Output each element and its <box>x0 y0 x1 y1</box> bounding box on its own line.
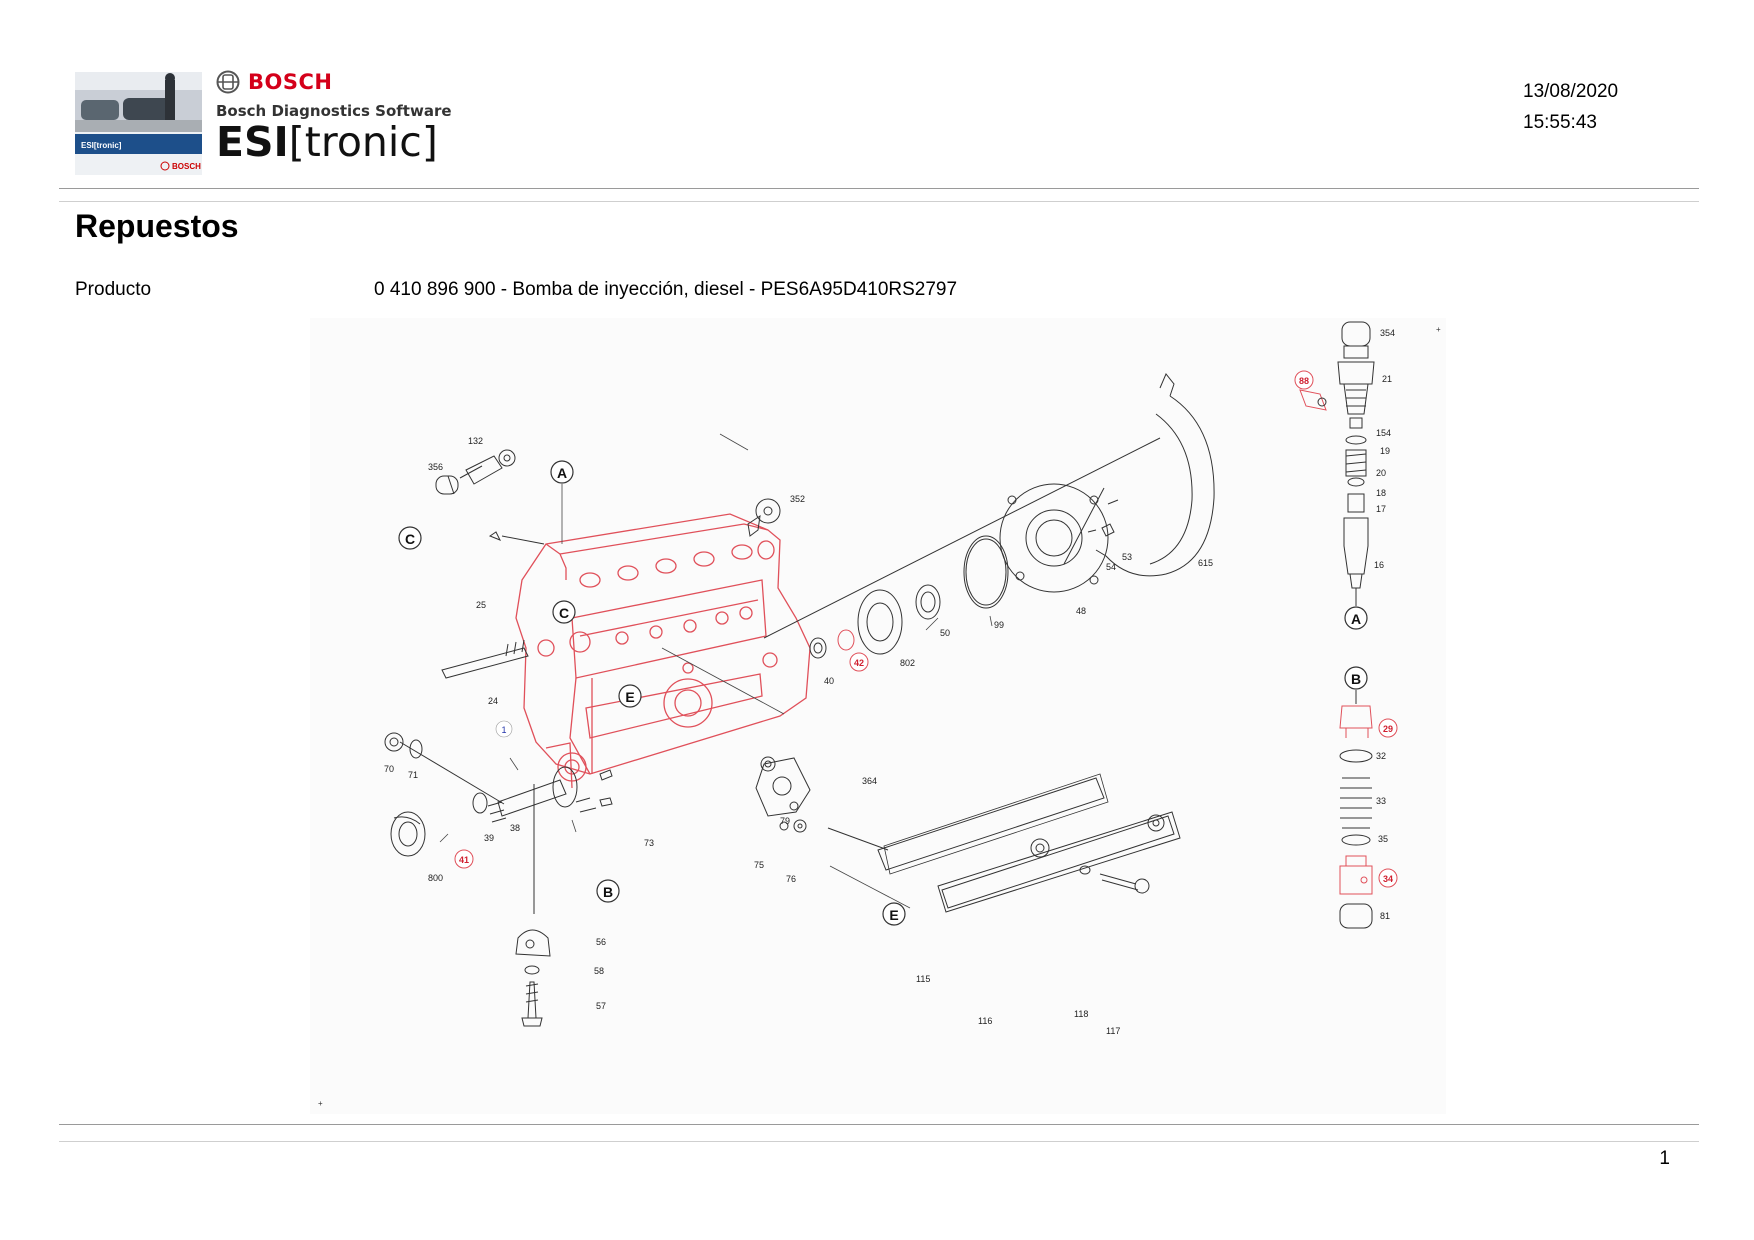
part-label-802: 802 <box>900 658 916 668</box>
cover-plates <box>828 774 1180 912</box>
part-label-39: 39 <box>484 833 495 843</box>
callout-A-right <box>1345 607 1367 629</box>
print-time: 15:55:43 <box>1523 112 1597 133</box>
part-labels <box>384 328 1395 1036</box>
part-label-79: 79 <box>780 816 791 826</box>
part-label-71: 71 <box>408 770 419 780</box>
highlight-label-42[interactable] <box>850 653 868 671</box>
part-label-81: 81 <box>1380 911 1391 921</box>
highlight-label-88[interactable] <box>1295 371 1313 389</box>
delivery-valve-parts <box>1300 322 1374 606</box>
svg-text:C: C <box>404 531 416 547</box>
part-label-21: 21 <box>1382 374 1393 384</box>
svg-text:C: C <box>558 605 570 621</box>
callout-A-main <box>551 461 573 483</box>
part-label-58: 58 <box>594 966 605 976</box>
page-number: 1 <box>1659 1148 1670 1169</box>
part-label-53: 53 <box>1122 552 1133 562</box>
part-label-116: 116 <box>978 1016 993 1026</box>
part-label-118: 118 <box>1074 1009 1089 1019</box>
part-label-615: 615 <box>1198 558 1214 568</box>
svg-text:+: + <box>1436 325 1441 334</box>
brand-name: BOSCH <box>248 70 333 94</box>
camshaft-end <box>400 742 577 822</box>
part-label-352: 352 <box>790 494 806 504</box>
part-label-48: 48 <box>1076 606 1087 616</box>
part-label-117: 117 <box>1106 1026 1121 1036</box>
part-label-76: 76 <box>786 874 797 884</box>
part-label-17: 17 <box>1376 504 1387 514</box>
svg-text:A: A <box>1350 611 1362 627</box>
software-name: Bosch Diagnostics Software <box>216 102 452 120</box>
part-label-70: 70 <box>384 764 395 774</box>
part-label-40: 40 <box>824 676 835 686</box>
part-label-20: 20 <box>1376 468 1387 478</box>
svg-text:34: 34 <box>1382 874 1394 884</box>
main-label-1[interactable] <box>496 721 512 737</box>
svg-text:B: B <box>602 884 614 900</box>
svg-text:1: 1 <box>501 725 507 735</box>
pump-housing <box>516 514 810 788</box>
svg-text:+: + <box>318 1099 323 1108</box>
callout-C-left <box>399 527 421 549</box>
product-value: 0 410 896 900 - Bomba de inyección, diesel - PES6A95D410RS2797 <box>374 279 958 300</box>
highlight-label-34[interactable] <box>1379 869 1397 887</box>
svg-text:42: 42 <box>853 658 865 668</box>
part-label-154: 154 <box>1376 428 1392 438</box>
svg-text:29: 29 <box>1382 724 1394 734</box>
part-label-364: 364 <box>862 776 878 786</box>
bearing-assembly <box>764 374 1214 658</box>
exploded-parts-diagram <box>310 318 1446 1114</box>
part-label-19: 19 <box>1380 446 1391 456</box>
callout-C-housing <box>553 601 575 623</box>
part-label-54: 54 <box>1106 562 1117 572</box>
product-name-bracket: [tronic] <box>288 118 438 166</box>
part-label-25: 25 <box>476 600 487 610</box>
part-label-57: 57 <box>596 1001 607 1011</box>
highlight-label-41[interactable] <box>455 850 473 868</box>
footer-divider <box>59 1124 1699 1125</box>
header-divider-secondary <box>59 201 1699 202</box>
print-date: 13/08/2020 <box>1523 81 1619 102</box>
part-label-99: 99 <box>994 620 1005 630</box>
svg-text:E: E <box>625 689 635 705</box>
logo-caption-left: ESI[tronic] <box>81 141 122 150</box>
highlight-label-29[interactable] <box>1379 719 1397 737</box>
header-divider <box>59 188 1699 189</box>
leader-lines <box>440 434 992 908</box>
part-label-75: 75 <box>754 860 765 870</box>
part-label-56: 56 <box>596 937 607 947</box>
part-label-24: 24 <box>488 696 499 706</box>
part-label-73: 73 <box>644 838 655 848</box>
product-label: Producto <box>75 279 152 300</box>
part-label-356: 356 <box>428 462 444 472</box>
product-logo-text <box>216 118 452 166</box>
callout-E-housing <box>619 685 641 707</box>
part-label-32: 32 <box>1376 751 1387 761</box>
esitronic-logo-image <box>75 72 202 175</box>
callout-B-main <box>597 880 619 902</box>
part-label-18: 18 <box>1376 488 1387 498</box>
part-label-16: 16 <box>1374 560 1385 570</box>
part-label-50: 50 <box>940 628 951 638</box>
svg-text:88: 88 <box>1298 376 1310 386</box>
svg-text:A: A <box>556 465 568 481</box>
part-label-33: 33 <box>1376 796 1387 806</box>
callout-B-right <box>1345 667 1367 689</box>
footer-divider-secondary <box>59 1141 1699 1142</box>
svg-text:41: 41 <box>458 855 470 865</box>
bosch-armature-icon <box>216 70 240 94</box>
brand-block <box>216 70 452 166</box>
roller-tappet-parts <box>1340 690 1372 928</box>
page-title: Repuestos <box>75 208 239 244</box>
svg-text:E: E <box>889 907 899 923</box>
part-label-800: 800 <box>428 873 444 883</box>
part-label-38: 38 <box>510 823 521 833</box>
callout-E-plates <box>883 903 905 925</box>
product-name-bold: ESI <box>216 118 289 166</box>
timestamp <box>1523 76 1618 138</box>
part-label-35: 35 <box>1378 834 1389 844</box>
logo-caption-right: BOSCH <box>172 162 201 171</box>
part-label-354: 354 <box>1380 328 1396 338</box>
svg-text:B: B <box>1350 671 1362 687</box>
part-label-132: 132 <box>468 436 484 446</box>
part-label-115: 115 <box>916 974 931 984</box>
